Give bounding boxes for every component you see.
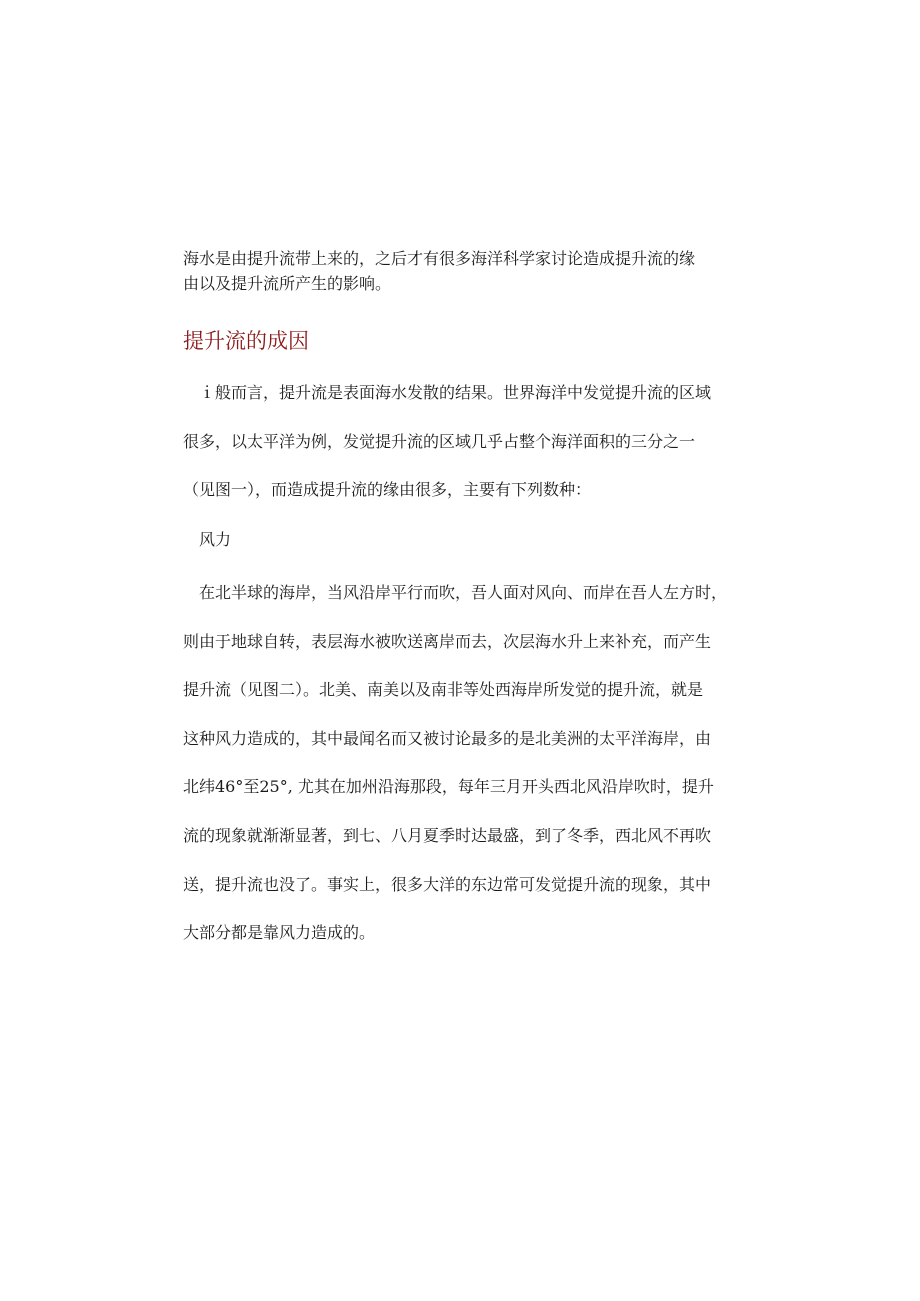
cause-line-1: ｉ般而言，提升流是表面海水发散的结果。世界海洋中发觉提升流的区域	[199, 383, 712, 402]
intro-line-2: 由以及提升流所产生的影响。	[183, 274, 392, 293]
wind-line-2: 则由于地球自转，表层海水被吹送离岸而去，次层海水升上来补充，而产生	[183, 631, 712, 651]
section-heading: 提升流的成因	[183, 329, 309, 353]
intro-paragraph	[183, 246, 743, 296]
cause-line-2: 很多，以太平洋为例，发觉提升流的区域几乎占整个海洋面积的三分之一	[183, 431, 696, 451]
wind-line-6: 流的现象就渐渐显著，到七、八月夏季时达最盛，到了冬季，西北风不再吹	[183, 825, 712, 845]
wind-line-3: 提升流（见图二）。北美、南美以及南非等处西海岸所发觉的提升流，就是	[183, 680, 704, 700]
wind-line-4: 这种风力造成的，其中最闻名而又被讨论最多的是北美洲的太平洋海岸，由	[183, 728, 712, 748]
wind-line-1: 在北半球的海岸，当风沿岸平行而吹，吾人面对风向、而岸在吾人左方时，	[199, 583, 728, 602]
wind-paragraph	[183, 569, 743, 958]
intro-line-1: 海水是由提升流带上来的，之后才有很多海洋科学家讨论造成提升流的缘	[183, 249, 696, 268]
cause-line-3: （见图一），而造成提升流的缘由很多，主要有下列数种：	[183, 480, 592, 500]
wind-line-5: 北纬46°至25°, 尤其在加州沿海那段，每年三月开头西北风沿岸吹时，提升	[183, 777, 714, 797]
wind-line-8: 大部分都是靠风力造成的。	[183, 923, 376, 943]
cause-paragraph	[183, 369, 743, 515]
wind-line-7: 送，提升流也没了。事实上，很多大洋的东边常可发觉提升流的现象，其中	[183, 874, 712, 894]
wind-subheading: 风力	[199, 530, 232, 549]
